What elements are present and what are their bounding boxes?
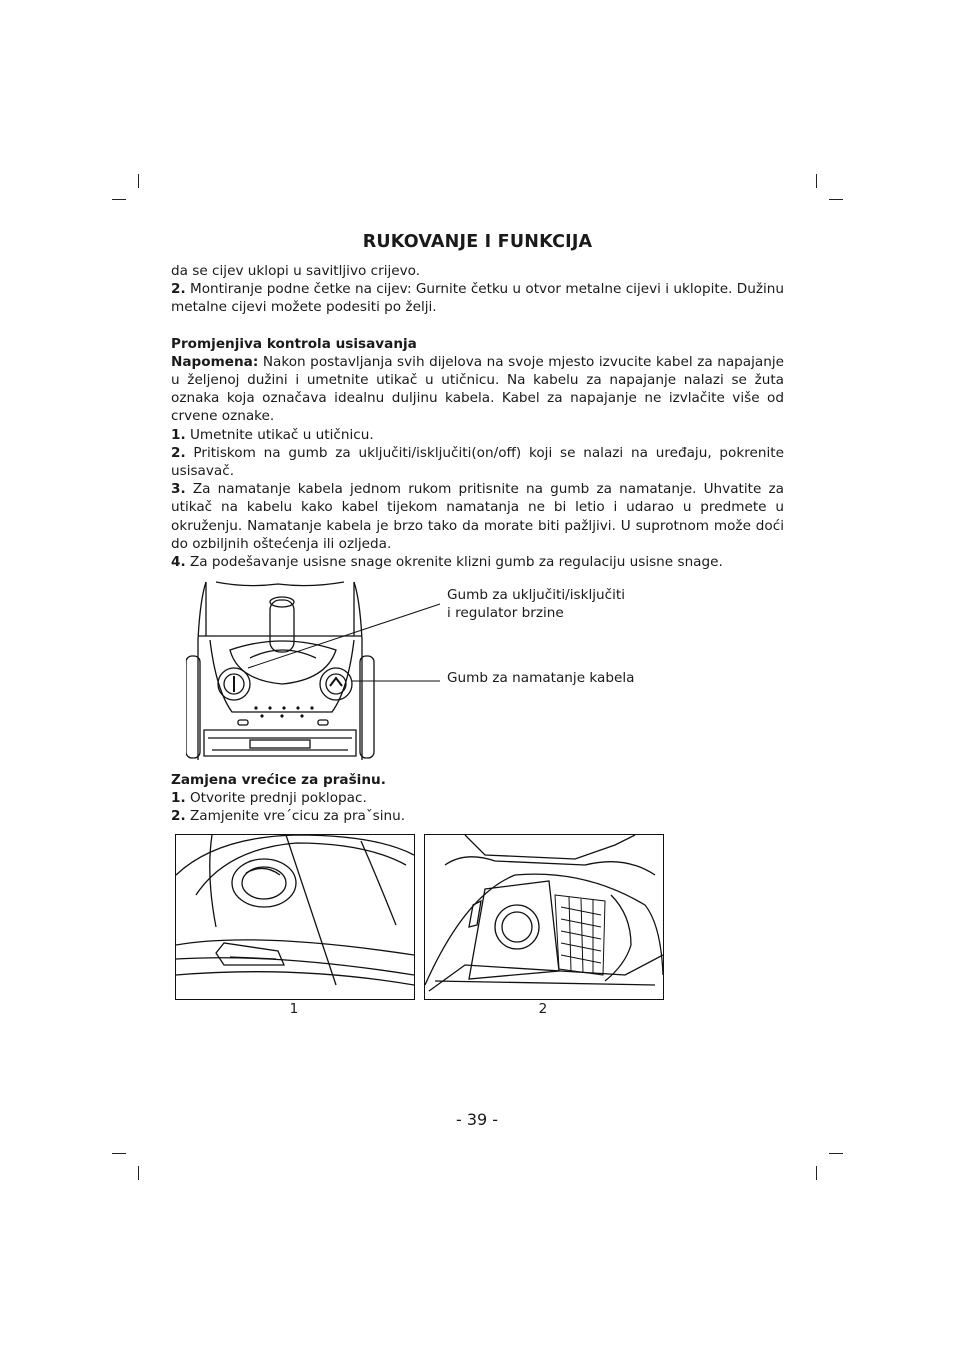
crop-mark bbox=[138, 1166, 139, 1180]
instructions-body bbox=[171, 262, 784, 571]
page-number: - 39 - bbox=[455, 1110, 499, 1129]
section-heading-dust-bag: Zamjena vrećice za prašinu. bbox=[171, 772, 386, 788]
crop-mark bbox=[112, 1153, 126, 1154]
crop-mark bbox=[816, 174, 817, 188]
crop-mark bbox=[112, 199, 126, 200]
photo-caption-2: 2 bbox=[538, 1001, 548, 1017]
suction-step-4: 4. Za podešavanje usisne snage okrenite klizni gumb za regulaciju usisne snage. bbox=[171, 554, 723, 571]
intro-line: da se cijev uklopi u savitljivo crijevo. bbox=[171, 263, 421, 279]
note-paragraph: Napomena: Nakon postavljanja svih dijelova na svoje mjesto izvucite kabel za napajanje u željenoj dužini i umetnite utikač u utičnicu. Na kabelu za napajanje nalazi se žuta oznaka koja označava idealnu duljinu kabela. Kabel za napajanje ne izvlačite više od crvene oznake. bbox=[171, 353, 784, 425]
section-heading-suction: Promjenjiva kontrola usisavanja bbox=[171, 335, 417, 352]
suction-step-2: 2. Pritiskom na gumb za uključiti/isključiti(on/off) koji se nalazi na uređaju, pokrenite usisavač. bbox=[171, 444, 784, 480]
bag-step-1: 1. Otvorite prednji poklopac. bbox=[171, 790, 367, 807]
photo-caption-1: 1 bbox=[289, 1001, 299, 1017]
crop-mark bbox=[829, 199, 843, 200]
callout-power-speed-button: Gumb za uključiti/isključiti i regulator brzine bbox=[447, 587, 625, 622]
dust-bag-section bbox=[171, 771, 784, 826]
bag-step-2: 2. Zamjenite vre´cicu za praˇsinu. bbox=[171, 808, 406, 825]
callout-cord-rewind-button: Gumb za namatanje kabela bbox=[447, 670, 635, 686]
crop-mark bbox=[816, 1166, 817, 1180]
intro-step-2: 2. Montiranje podne četke na cijev: Gurnite četku u otvor metalne cijevi i uklopite. Dužinu metalne cijevi možete podesiti po želji. bbox=[171, 281, 784, 316]
photo-open-front-cover bbox=[175, 834, 415, 1000]
suction-step-3: 3. Za namatanje kabela jednom rukom pritisnite na gumb za namatanje. Uhvatite za utikač na kabelu kako kabel tijekom namatanja ne bi letio i udarao u predmete u okruženju. Namatanje kabela je brzo tako da morate biti pažljivi. U suprotnom može doći do ozbiljnih oštećenja ili ozljeda. bbox=[171, 481, 784, 552]
photo-replace-dust-bag bbox=[424, 834, 664, 1000]
page-title: RUKOVANJE I FUNKCIJA bbox=[362, 232, 593, 252]
suction-step-1: 1. Umetnite utikač u utičnicu. bbox=[171, 426, 374, 443]
crop-mark bbox=[138, 174, 139, 188]
crop-mark bbox=[829, 1153, 843, 1154]
